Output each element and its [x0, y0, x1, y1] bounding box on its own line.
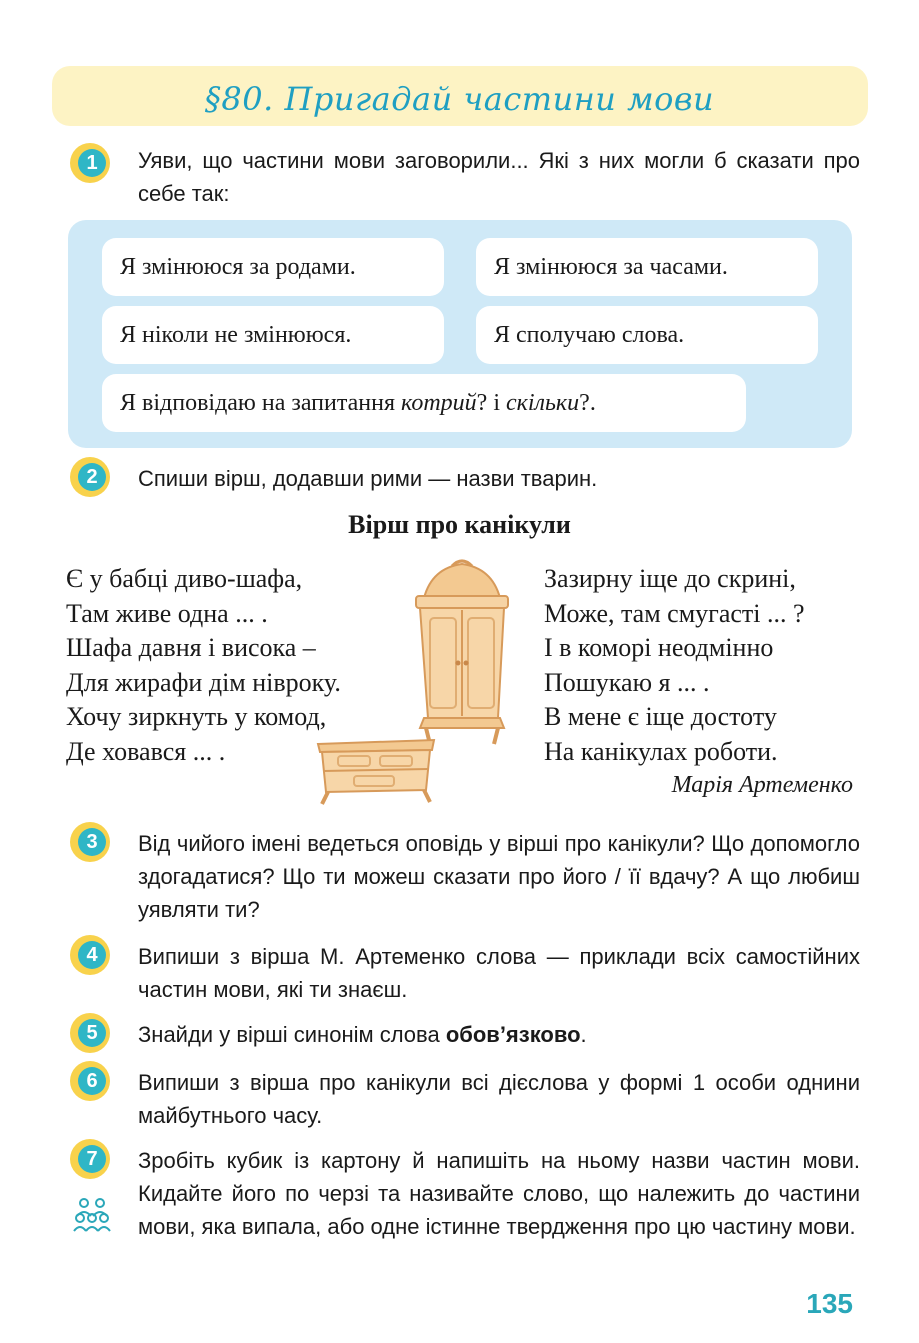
phrase-card: Я ніколи не змінююся.: [102, 306, 444, 364]
poem-line: Для жирафи дім нівроку.: [66, 667, 341, 697]
poem-right-column: [544, 562, 805, 770]
poem-line: Там живе одна ... .: [66, 598, 268, 628]
wardrobe-illustration: [402, 558, 522, 748]
task-number-badge: 3: [70, 822, 110, 862]
poem-line: Зазирну іще до скрині,: [544, 564, 796, 593]
task-4-text: Випиши з вірша М. Артеменко слова — приклади всіх самостійних частин мови, які ти знаєш.: [138, 944, 860, 1002]
poem-line: Може, там смугасті ... ?: [544, 598, 805, 628]
question-word: котрий: [401, 390, 477, 416]
task-number-badge: 7: [70, 1139, 110, 1179]
task-number-badge: 5: [70, 1013, 110, 1053]
phrase-card-wide: Я відповідаю на запитання котрий? і скільки?.: [102, 374, 746, 432]
poem-line: Пошукаю я ... .: [544, 667, 710, 697]
poem-line: На канікулах роботи.: [544, 736, 778, 766]
task-number-badge: 4: [70, 935, 110, 975]
task-3-text: Від чийого імені ведеться оповідь у вірші про канікули? Що допомогло здогадатися? Що ти можеш сказати про його / її вдачу? А що любиш уявляти ти?: [138, 831, 860, 922]
poem-line: Є у бабці диво-шафа,: [66, 564, 303, 593]
poem-line: Де ховався ... .: [66, 736, 226, 766]
group-work-icon: [72, 1196, 112, 1232]
poem-line: В мене є іще достоту: [544, 702, 777, 732]
phrase-card: Я сполучаю слова.: [476, 306, 818, 364]
page-number: 135: [806, 1288, 853, 1319]
task-1-text: Уяви, що частини мови заговорили... Які з них могли б сказати про себе так:: [138, 148, 860, 206]
task-7-text: Зробіть кубик із картону й напишіть на ньому назви частин мови. Кидайте його по черзі та називайте слово, що належить до частини мови, яка випала, або одне істинне твердження про цю частину мови.: [138, 1148, 860, 1239]
page-title: §80. Пригадай частини мови: [204, 80, 715, 118]
poem-line: Шафа давня і висока –: [66, 633, 316, 663]
task-5-text: Знайди у вірші синонім слова обов’язково.: [138, 1022, 587, 1047]
task-number-badge: 1: [70, 143, 110, 183]
dresser-illustration: [314, 738, 438, 806]
poem-author: Марія Артеменко: [671, 772, 853, 798]
poem-left-column: [66, 562, 341, 770]
task-number-badge: 2: [70, 457, 110, 497]
poem-line: Хочу зиркнуть у комод,: [66, 702, 327, 732]
task-number-badge: 6: [70, 1061, 110, 1101]
key-word: обов’язково: [445, 1022, 581, 1047]
question-word: скільки: [506, 390, 580, 416]
task-2-text: Спиши вірш, додавши рими — назви тварин.: [138, 466, 598, 491]
poem-title: Вірш про канікули: [348, 510, 571, 539]
phrase-card: Я змінююся за родами.: [102, 238, 444, 296]
poem-line: І в коморі неодмінно: [544, 633, 774, 663]
task-6-text: Випиши з вірша про канікули всі дієслова у формі 1 особи однини майбутнього часу.: [138, 1070, 860, 1128]
phrase-card: Я змінююся за часами.: [476, 238, 818, 296]
